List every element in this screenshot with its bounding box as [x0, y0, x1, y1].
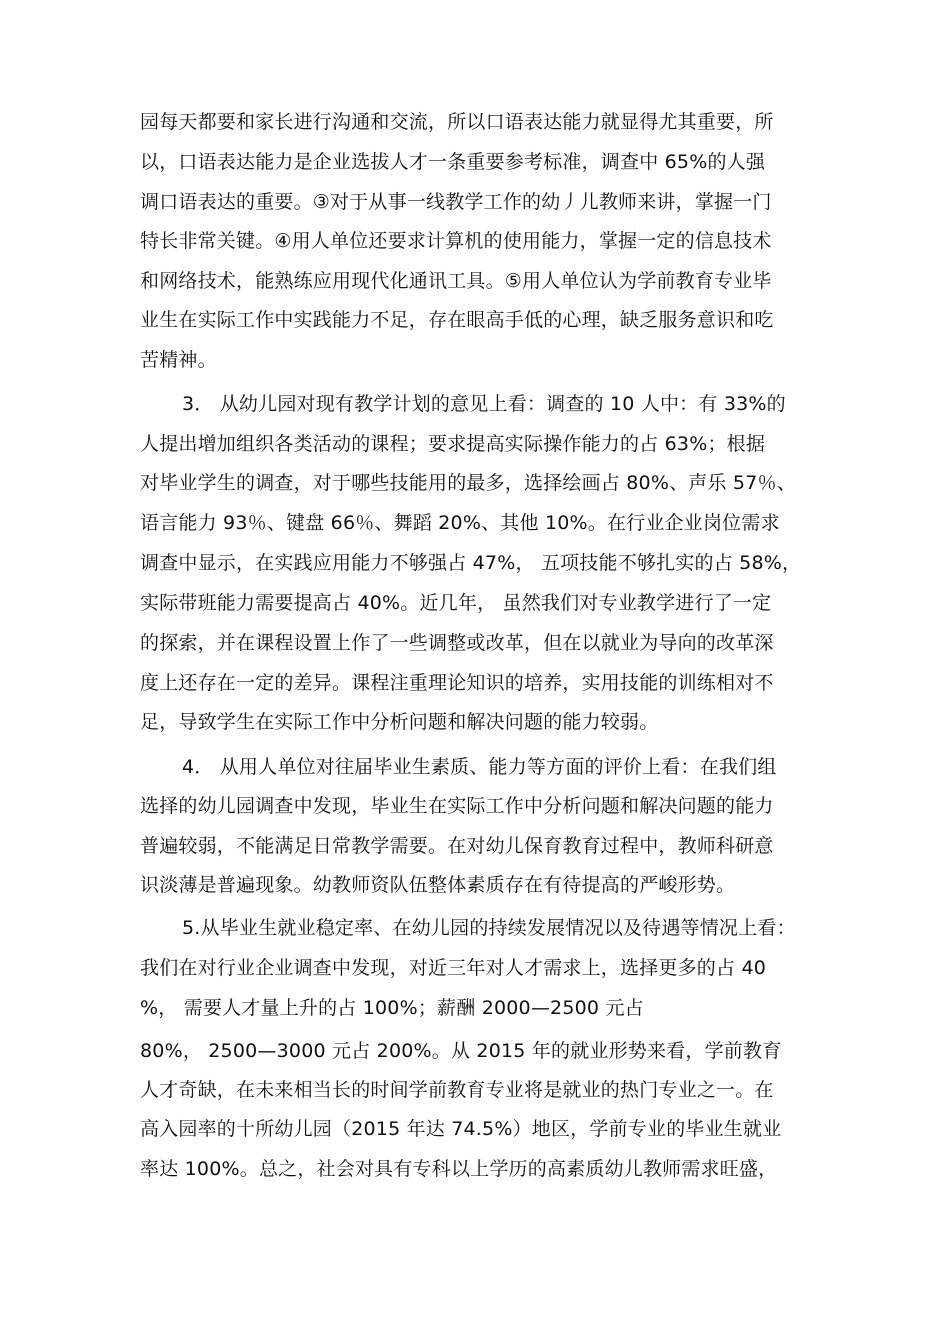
- text-line: 度上还存在一定的差异。课程注重理论知识的培养，实用技能的训练相对不: [140, 672, 774, 694]
- text-line: 选择的幼儿园调查中发现，毕业生在实际工作中分析问题和解决问题的能力: [140, 795, 774, 817]
- text-line: 苦精神。: [140, 349, 217, 371]
- text-line: 业生在实际工作中实践能力不足，存在眼高手低的心理，缺乏服务意识和吃: [140, 309, 774, 331]
- text-line: 4． 从用人单位对往届毕业生素质、能力等方面的评价上看：在我们组: [182, 756, 777, 778]
- text-line: 足，导致学生在实际工作中分析问题和解决问题的能力较弱。: [140, 711, 659, 733]
- text-line: 人才奇缺，在未来相当长的时间学前教育专业将是就业的热门专业之一。在: [140, 1079, 774, 1101]
- text-line: 人提出增加组织各类活动的课程；要求提高实际操作能力的占 63%；根据: [140, 433, 766, 455]
- text-line: 80%， 2500—3000 元占 200%。从 2015 年的就业形势来看，学前教育: [140, 1040, 782, 1062]
- text-line: 的探索，并在课程设置上作了一些调整或改革，但在以就业为导向的改革深: [140, 632, 774, 654]
- text-line: 特长非常关键。④用人单位还要求计算机的使用能力，掌握一定的信息技术: [140, 230, 772, 252]
- text-line: %， 需要人才量上升的占 100%；薪酬 2000—2500 元占: [140, 997, 644, 1019]
- text-line: 和网络技术，能熟练应用现代化通讯工具。⑤用人单位认为学前教育专业毕: [140, 270, 772, 292]
- text-line: 园每天都要和家长进行沟通和交流，所以口语表达能力就显得尤其重要，所: [140, 111, 774, 133]
- text-line: 率达 100%。总之，社会对具有专科以上学历的高素质幼儿教师需求旺盛，: [140, 1158, 778, 1180]
- text-line: 调口语表达的重要。③对于从事一线教学工作的幼丿儿教师来讲，掌握一门: [140, 191, 772, 213]
- text-line: 识淡薄是普遍现象。幼教师资队伍整体素质存在有待提高的严峻形势。: [140, 874, 736, 896]
- text-line: 普遍较弱，不能满足日常教学需要。在对幼儿保育教育过程中，教师科研意: [140, 835, 774, 857]
- text-line: 5.从毕业生就业稳定率、在幼儿园的持续发展情况以及待遇等情况上看：: [182, 917, 796, 939]
- text-line: 调查中显示，在实践应用能力不够强占 47%， 五项技能不够扎实的占 58%，: [140, 552, 802, 574]
- text-line: 对毕业学生的调查，对于哪些技能用的最多，选择绘画占 80%、声乐 57％、: [140, 472, 796, 494]
- text-line: 3． 从幼儿园对现有教学计划的意见上看：调查的 10 人中：有 33%的: [182, 393, 786, 415]
- text-line: 以，口语表达能力是企业选拔人才一条重要参考标准，调查中 65%的人强: [140, 151, 766, 173]
- text-line: 实际带班能力需要提高占 40%。近几年， 虽然我们对专业教学进行了一定: [140, 592, 772, 614]
- text-line: 我们在对行业企业调查中发现，对近三年对人才需求上，选择更多的占 40: [140, 957, 767, 979]
- text-line: 高入园率的十所幼儿园（2015 年达 74.5%）地区，学前专业的毕业生就业: [140, 1118, 782, 1140]
- text-line: 语言能力 93％、键盘 66％、舞蹈 20%、其他 10%。在行业企业岗位需求: [140, 512, 780, 534]
